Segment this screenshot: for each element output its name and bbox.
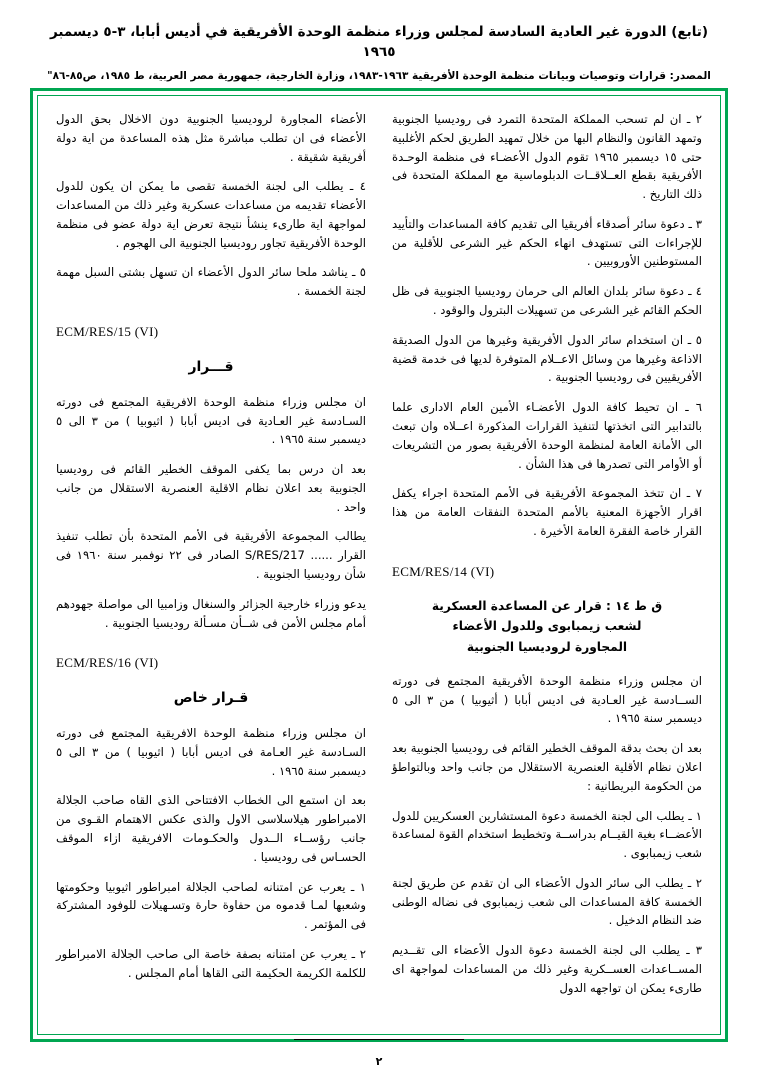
paragraph: ٦ ـ ان تحيط كافة الدول الأعضـاء الأمين العام الادارى علما بالتدابير التى اتخذتها لتنفيذ القرارات المذكورة اعــلاه وان تبعث الى الأمانة العامة لمنظمة الوحدة الأفريقية بصور من التشريعات أو الأوامر التى تصدرها فى هذا الشأن . bbox=[392, 400, 702, 471]
paragraph: الأعضاء المجاورة لروديسيا الجنوبية دون الاخلال بحق الدول الأعضاء فى ان تطلب مباشرة مثل هذه المساعدة من اية دولة أفريقية شقيقة . bbox=[56, 112, 366, 164]
paragraph: ٥ ـ ان استخدام سائر الدول الأفريقية وغيرها من الدول الصديقة الاذاعة وغيرها من وسائل الاعــلام المتوفرة لديها فى خدمة قضية الأفريقيين فى روديسيا الجنوبية . bbox=[392, 332, 702, 385]
paragraph: بعد ان استمع الى الخطاب الافتتاحى الذى القاه صاحب الجلالة الامبراطور هيلاسلاسى الاول والذى عكس الاهتمام القـوى من جانب رؤســاء الــدول والحكـومات الافريقية ازاء الموقف الحسـاس فى روديسيا . bbox=[56, 793, 366, 864]
page-title: (تابع) الدورة غير العادية السادسة لمجلس وزراء منظمة الوحدة الأفريقية في أديس أبابا، ٣-٥ ديسمبر ١٩٦٥ bbox=[49, 24, 709, 61]
column-left bbox=[56, 110, 366, 1024]
paragraph: ٤ ـ دعوة سائر بلدان العالم الى حرمان روديسيا الجنوبية فى ظل الحكم القائم غير الشرعى من تسهيلات البترول والوقود . bbox=[392, 284, 702, 318]
page-number: ٢ bbox=[375, 1055, 383, 1068]
paragraph: ٣ ـ دعوة سائر أصدقاء أفريقيا الى تقديم كافة المساعدات والتأييد للإجراءات التى تستهدف انهاء الحكم غير الشرعى للأقلية من المستوطنين الأوروبيين . bbox=[392, 216, 702, 269]
source-line: المصدر: قرارات وتوصيات وبيانات منظمة الوحدة الأفريقية ١٩٦٣-١٩٨٣، وزارة الخارجية، جمهورية مصر العربية، ط ١٩٨٥، ص٨٥-٨٦" bbox=[47, 69, 711, 82]
paragraph: بعد ان درس بما يكفى الموقف الخطير القائم فى روديسيا الجنوبية بعد اعلان نظام الاقلية العنصرية الاستقلال من جانب واحد . bbox=[56, 462, 366, 514]
two-column-layout bbox=[56, 110, 702, 1024]
divider-line bbox=[294, 1039, 464, 1040]
paragraph: ٢ ـ يعرب عن امتنانه بصفة خاصة الى صاحب الجلالة الامبراطور للكلمة الكريمة الحكيمة التى القاها أمام المجلس . bbox=[56, 946, 366, 980]
resolution-title: قـرار خاص bbox=[173, 690, 249, 707]
resolution-id: ECM/RES/16 (VI) bbox=[56, 655, 159, 671]
paragraph: ٥ ـ يناشد ملحا سائر الدول الأعضاء ان تسهل بشتى السبل مهمة لجنة الخمسة . bbox=[56, 265, 366, 299]
page-header bbox=[0, 0, 758, 84]
paragraph: ١ ـ يعرب عن امتنانه لصاحب الجلالة امبراطور اثيوبيا وحكومتها وشعبها لمـا قدموه من حفاوة حارة وتسـهيلات للوفود المشتركة فى المؤتمر . bbox=[56, 879, 366, 932]
resolution-id: ECM/RES/15 (VI) bbox=[56, 324, 159, 340]
paragraph: ان مجلس وزراء منظمة الوحدة الافريقية المجتمع فى دورته السـادسة غير العـادية فى اديس أبابا ( اثيوبيا ) من ٣ الى ٥ ديسمبر سنة ١٩٦٥ . bbox=[56, 394, 366, 447]
paragraph: ٧ ـ ان تتخذ المجموعة الأفريقية فى الأمم المتحدة اجراء يكفل اقرار الأجهزة المعنية بالأمم المتحدة النفقات العامة من هذا القرار خاصة الفقرة العامة الأخيرة . bbox=[392, 486, 702, 538]
resolution-title: قـــرار bbox=[188, 359, 234, 376]
paragraph: ان مجلس وزراء منظمة الوحدة الأفريقية المجتمع فى دورته الســادسة غير العـادية فى اديس أبابا ( أثيوبيا ) من ٣ الى ٥ ديسمبر سنة ١٩٦٥ . bbox=[392, 673, 702, 726]
paragraph: بعد ان بحث بدقة الموقف الخطير القائم فى روديسيا الجنوبية بعد اعلان نظام الأقلية العنصرية الاستقلال من جانب واحد وبالتواطؤ من الحكومة البريطانية : bbox=[392, 741, 702, 793]
content-frame-inner bbox=[37, 95, 721, 1035]
paragraph: ٤ ـ يطلب الى لجنة الخمسة تقصى ما يمكن ان يكون للدول الأعضاء تقديمه من مساعدات عسكرية وغير ذلك من المساعدات لمواجهة اية طارىء ينشأ نتيجة تعرض اية دولة عضو فى منظمة الوحدة الأفريقية تجاور روديسيا الجنوبية الى الهجوم . bbox=[56, 179, 366, 250]
resolution-title-line: المجاورة لروديسيا الجنوبية bbox=[466, 640, 628, 655]
content-frame bbox=[30, 88, 728, 1042]
paragraph: ان مجلس وزراء منظمة الوحدة الافريقية المجتمع فى دورته السـادسة غير العـامة فى اديس أبابا ( اثيوبيا ) من ٣ الى ٥ ديسمبر سنة ١٩٦٥ . bbox=[56, 726, 366, 778]
paragraph: ٣ ـ يطلب الى لجنة الخمسة دعوة الدول الأعضاء الى تقــديم المســاعدات العســكرية وغير ذلك من المساعدات لمواجهة اى طارىء يمكن ان تواجهه الدول bbox=[392, 943, 702, 995]
paragraph: ٢ ـ يطلب الى سائر الدول الأعضاء الى ان تقدم عن طريق لجنة الخمسة كافة المساعدات الى شعب زيمبابوى فى نضاله الوطنى ضد النظام الدخيل . bbox=[392, 875, 702, 928]
resolution-title-line: ق ط ١٤ : قرار عن المساعدة العسكرية bbox=[431, 598, 663, 613]
paragraph: يدعو وزراء خارجية الجزائر والسنغال وزامبيا الى مواصلة جهودهم أمام مجلس الأمن فى شــأن مسـألة روديسيا الجنوبية . bbox=[56, 596, 366, 630]
paragraph: ١ ـ يطلب الى لجنة الخمسة دعوة المستشارين العسكريين للدول الأعضــاء بغية القيــام بدراســة وتخطيط استخدام القوة لمساعدة شعب زيمبابوى . bbox=[392, 808, 702, 861]
paragraph: ٢ ـ ان لم تسحب المملكة المتحدة التمرد فى روديسيا الجنوبية وتمهد القانون والنظام البها من خلال تمهيد الطريق لحكم الأغلبية حتى ١٥ ديسمبر ١٩٦٥ تقوم الدول الأعضـاء فى منظمة الوحـدة الأفريقية بقطع العــلاقــات الدبلوماسية مع المملكة المتحدة فى ذلك التاريخ . bbox=[392, 112, 702, 202]
resolution-title bbox=[392, 596, 702, 658]
resolution-title-line: لشعب زيمبابوى وللدول الأعضاء bbox=[452, 619, 642, 634]
paragraph: يطالب المجموعة الأفريقية فى الأمم المتحدة بأن تطلب تنفيذ القرار ...... S/RES/217 الصادر فى ٢٢ نوفمبر سنة ١٩٦٠ فى شأن روديسيا الجنوبية . bbox=[56, 529, 366, 581]
footer-divider bbox=[0, 1025, 758, 1044]
column-right bbox=[392, 110, 702, 1024]
resolution-id: ECM/RES/14 (VI) bbox=[392, 563, 495, 579]
